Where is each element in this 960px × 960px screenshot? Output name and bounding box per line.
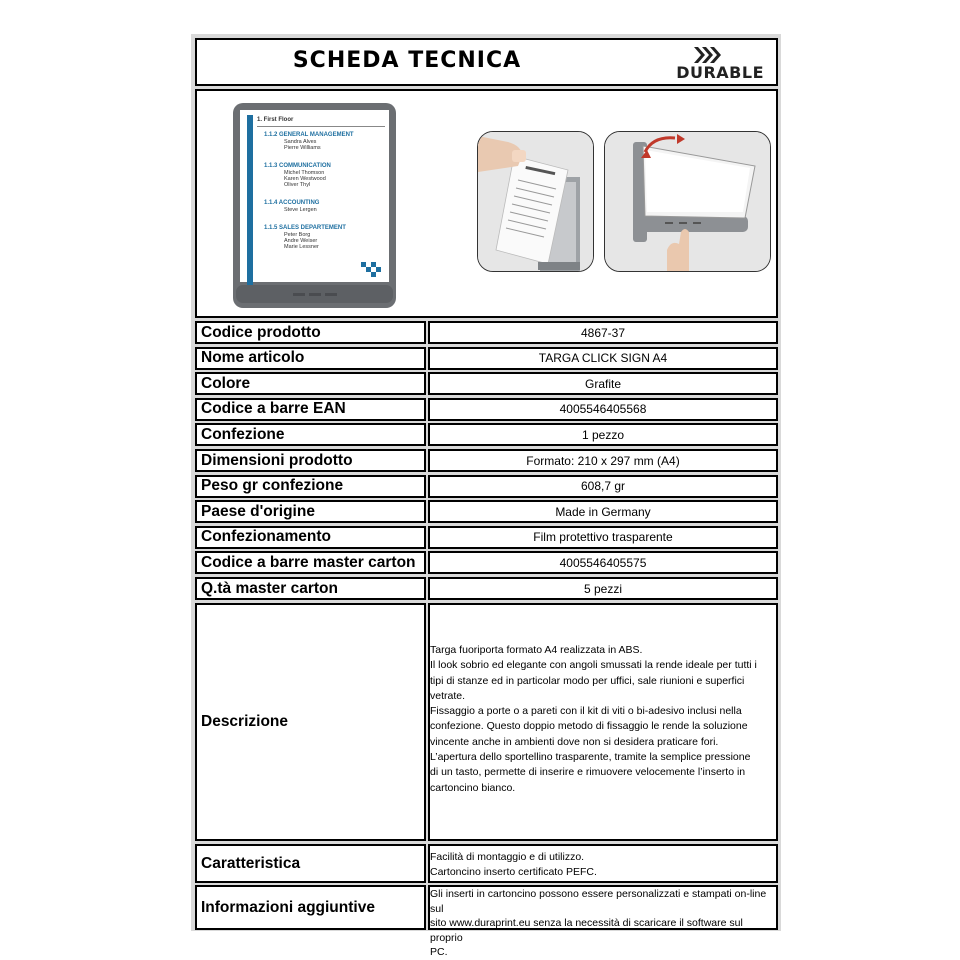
spec-label: Confezione <box>201 425 285 443</box>
sign-line: Steve Lergen <box>284 207 317 213</box>
spec-value-cell <box>428 475 778 498</box>
photo-open-door <box>604 131 771 272</box>
spec-label: Codice a barre EAN <box>201 400 346 418</box>
description-row <box>195 603 778 841</box>
spec-row <box>195 321 778 344</box>
spec-label-cell <box>195 372 426 395</box>
spec-value: TARGA CLICK SIGN A4 <box>538 351 668 366</box>
sign-bottom-profile <box>233 281 396 308</box>
sign-line: 1. First Floor <box>257 117 294 123</box>
sign-line: Michel Thomson <box>284 170 325 176</box>
spec-value-cell <box>428 347 778 370</box>
sign-line: 1.1.5 SALES DEPARTEMENT <box>264 225 346 231</box>
spec-row <box>195 372 778 395</box>
spec-label-cell <box>195 423 426 446</box>
sign-line: Oliver Thyl <box>284 182 311 188</box>
spec-label-cell <box>195 500 426 523</box>
spec-value: 1 pezzo <box>581 427 625 442</box>
description-label: Descrizione <box>201 713 289 730</box>
spec-label-cell <box>195 551 426 574</box>
spec-label: Q.tà master carton <box>201 579 338 597</box>
spec-value: Made in Germany <box>555 504 651 519</box>
description-text: Targa fuoriporta formato A4 realizzata in ABS. Il look sobrio ed elegante con angoli smussati la rende ideale per tutti i tipi di stanze ed in particolar modo per uffici, sale riunioni e superfici vetrate. Fissaggio a porte o a pareti con il kit di viti o bi-adesivo inclusi nella confezione. Questo doppio metodo di fissaggio le rende la soluzione vincente anche in ambienti dove non si desidera praticare fori. L’apertura dello sportellino trasparente, tramite la semplice pressione di un tasto, permette di inserire e rimuovere velocemente l’inserto in cartoncino bianco. <box>430 644 757 794</box>
spec-label-cell <box>195 526 426 549</box>
spec-value: 4867-37 <box>580 325 626 340</box>
spec-value: Formato: 210 x 297 mm (A4) <box>526 453 680 468</box>
spec-row <box>195 475 778 498</box>
sign-line: Marie Lessner <box>284 244 319 250</box>
sign-line: 1.1.4 ACCOUNTING <box>264 200 320 206</box>
spec-row <box>195 526 778 549</box>
spec-row <box>195 500 778 523</box>
spec-label-cell <box>195 577 426 600</box>
brand-name: DURABLE <box>676 63 764 82</box>
spec-value-cell <box>428 551 778 574</box>
spec-row <box>195 577 778 600</box>
spec-value: 4005546405575 <box>559 555 647 570</box>
description-label-cell <box>195 603 426 841</box>
sign-line: Andre Weiser <box>284 238 318 244</box>
spec-label: Codice a barre master carton <box>201 553 416 571</box>
open-door-illustration <box>605 132 770 271</box>
spec-value: Grafite <box>584 376 621 391</box>
spec-label: Nome articolo <box>201 349 305 367</box>
sign-line: Sandra Alves <box>284 139 317 145</box>
sign-accent-bar <box>247 115 253 285</box>
sign-line: Peter Borg <box>284 232 311 238</box>
spec-label-cell <box>195 398 426 421</box>
sign-line: 1.1.3 COMMUNICATION <box>264 163 331 169</box>
spec-value-cell <box>428 398 778 421</box>
spec-value: 4005546405568 <box>559 402 647 417</box>
features-value-cell <box>428 844 778 883</box>
header <box>195 38 778 86</box>
spec-value-cell <box>428 423 778 446</box>
spec-label: Dimensioni prodotto <box>201 451 353 469</box>
decor-square <box>371 272 376 277</box>
spec-label-cell <box>195 321 426 344</box>
features-row <box>195 844 778 883</box>
spec-label-cell <box>195 347 426 370</box>
spec-value-cell <box>428 372 778 395</box>
spec-label: Paese d'origine <box>201 502 315 520</box>
spec-value-cell <box>428 321 778 344</box>
spec-row <box>195 423 778 446</box>
additional-info-row <box>195 885 778 958</box>
spec-row <box>195 551 778 574</box>
spec-value: Film protettivo trasparente <box>533 530 673 545</box>
additional-info-value-cell <box>428 885 778 958</box>
spec-label: Peso gr confezione <box>201 477 344 495</box>
product-photo-sign <box>233 103 396 308</box>
features-label: Caratteristica <box>201 854 301 872</box>
brand-logo <box>648 46 766 82</box>
sign-line: Karen Westwood <box>284 176 326 182</box>
spec-label: Colore <box>201 374 251 392</box>
photo-insert-card <box>477 131 594 272</box>
sign-insert <box>240 110 389 282</box>
features-label-cell <box>195 844 426 883</box>
spec-label: Codice prodotto <box>201 323 321 341</box>
additional-info-text: Gli inserti in cartoncino possono essere personalizzati e stampati on-line sul sito www.duraprint.eu senza la necessità di scaricare il software sul proprio PC. <box>430 888 767 958</box>
sign-line: Pierre Williams <box>284 145 321 151</box>
spec-value-cell <box>428 526 778 549</box>
spec-value: 608,7 gr <box>580 479 626 494</box>
sign-divider <box>257 126 385 127</box>
sign-line: 1.1.2 GENERAL MANAGEMENT <box>264 132 354 138</box>
spec-row <box>195 398 778 421</box>
brand-chevrons-icon <box>692 47 722 63</box>
features-text: Facilità di montaggio e di utilizzo. Cartoncino inserto certificato PEFC. <box>430 851 597 879</box>
spec-row <box>195 449 778 472</box>
insert-card-illustration <box>478 132 593 271</box>
spec-label-cell <box>195 475 426 498</box>
spec-label: Confezionamento <box>201 528 332 546</box>
spec-value-cell <box>428 500 778 523</box>
spec-value: 5 pezzi <box>583 581 623 596</box>
additional-info-label-cell <box>195 885 426 930</box>
spec-value-cell <box>428 577 778 600</box>
description-value-cell <box>428 603 778 841</box>
spec-row <box>195 347 778 370</box>
spec-value-cell <box>428 449 778 472</box>
additional-info-label: Informazioni aggiuntive <box>201 898 375 916</box>
document-title: SCHEDA TECNICA <box>292 48 522 73</box>
spec-label-cell <box>195 449 426 472</box>
decor-square <box>376 267 381 272</box>
